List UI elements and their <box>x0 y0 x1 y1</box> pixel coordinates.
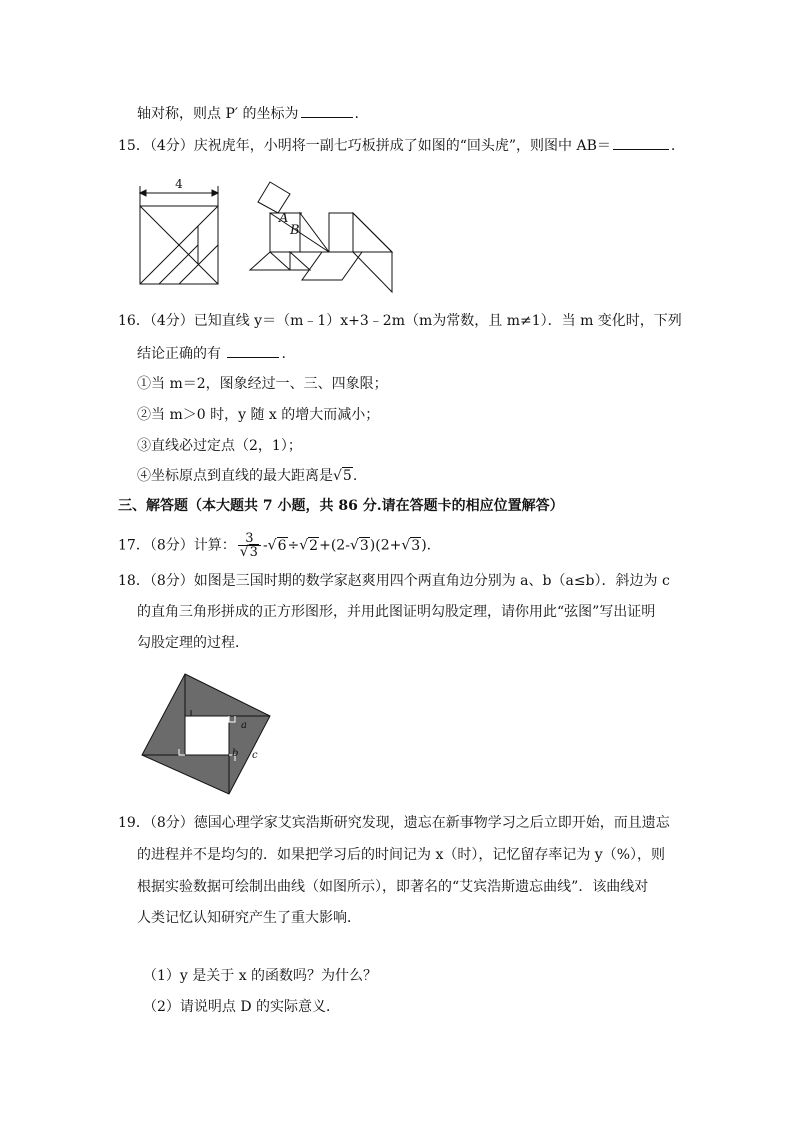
q15-text: 15．（4分）庆祝虎年，小明将一副七巧板拼成了如图的“回头虎”，则图中 AB＝ <box>118 138 611 154</box>
q17-fraction: $\frac{3}{√3}$ <box>238 532 261 559</box>
q17-sqrt3b: 3 <box>411 537 421 554</box>
q16-option-3: ③直线必过定点（2，1）； <box>137 438 302 454</box>
q17-paren1-open: (2- <box>330 537 350 554</box>
q16-stem-line2 <box>137 343 286 364</box>
q17-plus: + <box>319 537 331 554</box>
q18-label-b: b <box>232 748 239 759</box>
q14-answer-blank[interactable] <box>301 103 353 118</box>
q17-div: ÷ <box>287 537 300 554</box>
q17-frac-num: 3 <box>238 532 261 546</box>
q15-stem <box>118 135 675 156</box>
q16-option-1: ①当 m＝2，图象经过一、三、四象限； <box>137 376 388 392</box>
q15-label-A: A <box>279 211 289 226</box>
q17-paren2-open: (2+ <box>375 537 402 554</box>
q19-subquestion-1: （1）y 是关于 x 的函数吗？为什么？ <box>143 968 378 984</box>
q17-frac-den: 3 <box>249 545 258 560</box>
q19-stem-line3: 根据实验数据可绘制出曲线（如图所示），即著名的“艾宾浩斯遗忘曲线”．该曲线对 <box>137 879 649 895</box>
q16-stem-line1: 16．（4分）已知直线 y＝（m﹣1）x+3﹣2m（m为常数，且 m≠1）．当 m 变化时，下列 <box>118 313 682 329</box>
q17-paren1-close: ) <box>369 537 376 554</box>
q16-option-4-text: ④坐标原点到直线的最大距离是 <box>137 468 333 484</box>
q19-subquestion-2: （2）请说明点 D 的实际意义． <box>143 999 341 1015</box>
q18-label-a: a <box>241 720 247 731</box>
q16-option-4-radicand: 5 <box>342 468 352 484</box>
q16-line2-text: 结论正确的有 <box>137 346 221 362</box>
q14-period: . <box>354 106 359 122</box>
q15-tangram-figure <box>132 170 402 300</box>
q15-period: . <box>670 138 676 154</box>
q17-period: . <box>426 537 432 554</box>
q15-dim-label: 4 <box>175 177 183 191</box>
q17-stem: 17．（8分）计算： $\frac{3}{√3}$ -√6÷√2+(2-√3)(2+√3). <box>118 531 432 560</box>
q19-stem-line4: 人类记忆认知研究产生了重大影响． <box>137 910 361 926</box>
q17-text: 17．（8分）计算： <box>118 537 236 554</box>
q16-answer-blank[interactable] <box>227 343 279 358</box>
q19-stem-line2: 的进程并不是均匀的．如果把学习后的时间记为 x（时），记忆留存率记为 y（%），则 <box>137 847 666 863</box>
q15-answer-blank[interactable] <box>613 135 669 150</box>
q18-label-c: c <box>252 750 258 761</box>
q14-tail <box>137 103 359 124</box>
q17-paren2-close: ) <box>421 537 427 554</box>
q18-string-diagram <box>140 668 280 798</box>
q16-option-4: ④坐标原点到直线的最大距离是√5. <box>137 468 358 484</box>
q15-label-B: B <box>290 223 300 238</box>
q16-option-4-period: . <box>352 468 358 484</box>
q17-minus: - <box>262 537 268 554</box>
q16-period: . <box>281 346 286 362</box>
q17-sqrt3a: 3 <box>359 537 369 554</box>
q19-stem-line1: 19．（8分）德国心理学家艾宾浩斯研究发现，遗忘在新事物学习之后立即开始，而且遗忘 <box>118 815 670 831</box>
q18-stem-line3: 勾股定理的过程． <box>137 635 249 651</box>
q14-text: 轴对称，则点 P′ 的坐标为 <box>137 106 299 122</box>
q17-sqrt6: 6 <box>277 537 287 554</box>
q18-stem-line2: 的直角三角形拼成的正方形图形，并用此图证明勾股定理，请你用此“弦图”写出证明 <box>137 604 656 620</box>
section-3-heading: 三、解答题（本大题共 7 小题，共 86 分.请在答题卡的相应位置解答） <box>118 498 564 514</box>
q17-sqrt2: 2 <box>309 537 319 554</box>
q18-stem-line1: 18．（8分）如图是三国时期的数学家赵爽用四个两直角边分别为 a、b（a≤b）．斜边为 c <box>118 573 670 589</box>
q16-option-2: ②当 m＞0 时，y 随 x 的增大而减小； <box>137 407 380 423</box>
